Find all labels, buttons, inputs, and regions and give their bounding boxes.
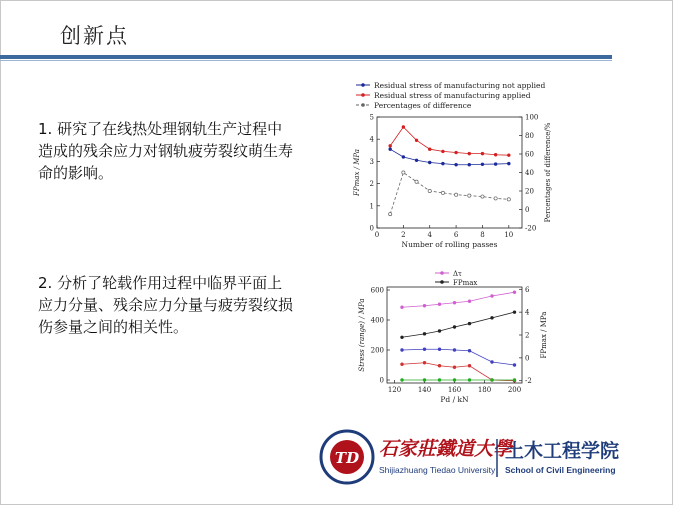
data-point (388, 144, 391, 147)
data-point (438, 329, 441, 332)
dept-name-en: School of Civil Engineering (505, 465, 616, 475)
data-point (415, 159, 418, 162)
series-line (390, 149, 509, 165)
data-point (490, 316, 493, 319)
legend-marker (361, 93, 365, 97)
data-point (513, 363, 516, 366)
data-point (423, 304, 426, 307)
data-point (453, 348, 456, 351)
data-point (438, 348, 441, 351)
legend-label: Percentages of difference (374, 101, 472, 110)
y2-axis-label: Percentages of difference/% (544, 122, 552, 223)
series-line (402, 292, 515, 307)
data-point (441, 150, 444, 153)
data-point (438, 378, 441, 381)
y2-tick-label: 6 (525, 285, 530, 294)
data-point (494, 197, 497, 200)
data-point (513, 291, 516, 294)
data-point (428, 189, 431, 192)
data-point (438, 364, 441, 367)
chart-load-stress (350, 267, 560, 405)
data-point (389, 213, 392, 216)
x-tick-label: 10 (504, 231, 514, 239)
data-point (481, 195, 484, 198)
school-name-cn: 石家莊鐵道大學 (379, 438, 513, 460)
y2-axis-label: FPmax / MPa (540, 311, 548, 359)
data-point (423, 361, 426, 364)
data-point (468, 194, 471, 197)
data-point (468, 364, 471, 367)
y-tick-label: 4 (369, 135, 374, 144)
series-line (390, 173, 509, 215)
y2-tick-label: 60 (525, 150, 534, 159)
legend-marker (361, 103, 365, 107)
point-1-text: 1. 研究了在线热处理钢轨生产过程中造成的残余应力对钢轨疲劳裂纹萌生寿命的影响。 (38, 120, 294, 182)
data-point (400, 378, 403, 381)
y-axis-label: Stress (range) / MPa (358, 298, 366, 372)
data-point (423, 348, 426, 351)
x-tick-label: 4 (427, 231, 432, 239)
data-point (513, 310, 516, 313)
data-point (415, 139, 418, 142)
x-tick-label: 6 (453, 231, 459, 239)
data-point (428, 161, 431, 164)
chart-rolling-passes (350, 75, 560, 250)
y2-tick-label: 20 (525, 187, 534, 196)
data-point (423, 378, 426, 381)
y-tick-label: 2 (369, 180, 374, 189)
x-axis-label: Number of rolling passes (401, 240, 498, 249)
series-line (402, 363, 515, 381)
data-point (400, 336, 403, 339)
data-point (454, 163, 457, 166)
data-point (423, 332, 426, 335)
data-point (494, 153, 497, 156)
legend-label: Residual stress of manufacturing applied (374, 91, 531, 100)
data-point (400, 363, 403, 366)
data-point (454, 193, 457, 196)
university-logo (317, 427, 633, 487)
x-tick-label: 180 (477, 386, 492, 394)
data-point (402, 171, 405, 174)
data-point (481, 152, 484, 155)
data-point (428, 147, 431, 150)
y-tick-label: 0 (379, 376, 384, 385)
data-point (468, 163, 471, 166)
series-line (402, 312, 515, 337)
y-tick-label: 400 (370, 316, 384, 325)
y-tick-label: 1 (369, 202, 374, 211)
slide-title: 创新点 (60, 24, 129, 48)
title-divider-thin (0, 60, 612, 61)
data-point (507, 198, 510, 201)
legend-marker (440, 280, 444, 284)
data-point (468, 322, 471, 325)
x-tick-label: 0 (374, 231, 380, 239)
y2-tick-label: 80 (525, 132, 534, 140)
data-point (453, 378, 456, 381)
x-tick-label: 120 (387, 386, 402, 394)
school-name-en: Shijiazhuang Tiedao University (379, 465, 496, 475)
legend-marker (440, 271, 444, 275)
series-line (402, 349, 515, 365)
data-point (400, 306, 403, 309)
data-point (468, 152, 471, 155)
x-tick-label: 8 (480, 231, 485, 239)
emblem-text: TD (334, 449, 360, 467)
data-point (468, 349, 471, 352)
data-point (513, 378, 516, 381)
series-line (390, 127, 509, 155)
x-tick-label: 200 (507, 386, 522, 394)
data-point (453, 366, 456, 369)
x-tick-label: 140 (417, 386, 432, 394)
data-point (441, 162, 444, 165)
y2-tick-label: 100 (525, 113, 539, 122)
point-2-text: 2. 分析了轮载作用过程中临界平面上应力分量、残余应力分量与疲劳裂纹损伤参量之间的相关性。 (38, 274, 294, 336)
data-point (490, 360, 493, 363)
y2-tick-label: 0 (525, 206, 530, 214)
legend-label: FPmax (453, 279, 478, 287)
data-point (453, 301, 456, 304)
y-tick-label: 5 (369, 113, 374, 122)
y-tick-label: 200 (370, 346, 384, 355)
x-tick-label: 160 (447, 386, 462, 394)
title-divider (0, 55, 612, 59)
data-point (402, 125, 405, 128)
y2-tick-label: 4 (525, 308, 530, 317)
data-point (441, 191, 444, 194)
data-point (415, 180, 418, 183)
y2-tick-label: 2 (525, 331, 530, 340)
y-tick-label: 0 (369, 224, 374, 233)
data-point (507, 162, 510, 165)
data-point (438, 303, 441, 306)
data-point (453, 325, 456, 328)
y-tick-label: 600 (370, 286, 384, 295)
dept-name-cn: 土木工程学院 (505, 440, 620, 462)
y2-tick-label: -2 (525, 377, 532, 386)
x-axis-label: Pd / kN (440, 395, 469, 404)
legend-marker (361, 83, 365, 87)
y2-tick-label: -20 (525, 224, 537, 233)
data-point (490, 378, 493, 381)
data-point (402, 155, 405, 158)
data-point (468, 300, 471, 303)
legend-label: Δτ (453, 270, 462, 278)
x-tick-label: 2 (401, 231, 406, 239)
y2-tick-label: 0 (525, 354, 530, 363)
data-point (490, 294, 493, 297)
data-point (494, 162, 497, 165)
data-point (400, 348, 403, 351)
data-point (454, 151, 457, 154)
y2-tick-label: 40 (525, 169, 534, 177)
data-point (507, 153, 510, 156)
data-point (388, 147, 391, 150)
data-point (481, 163, 484, 166)
y-tick-label: 3 (369, 157, 374, 166)
data-point (468, 378, 471, 381)
y-axis-label: FPmax / MPa (353, 149, 361, 196)
legend-label: Residual stress of manufacturing not applied (374, 81, 546, 90)
